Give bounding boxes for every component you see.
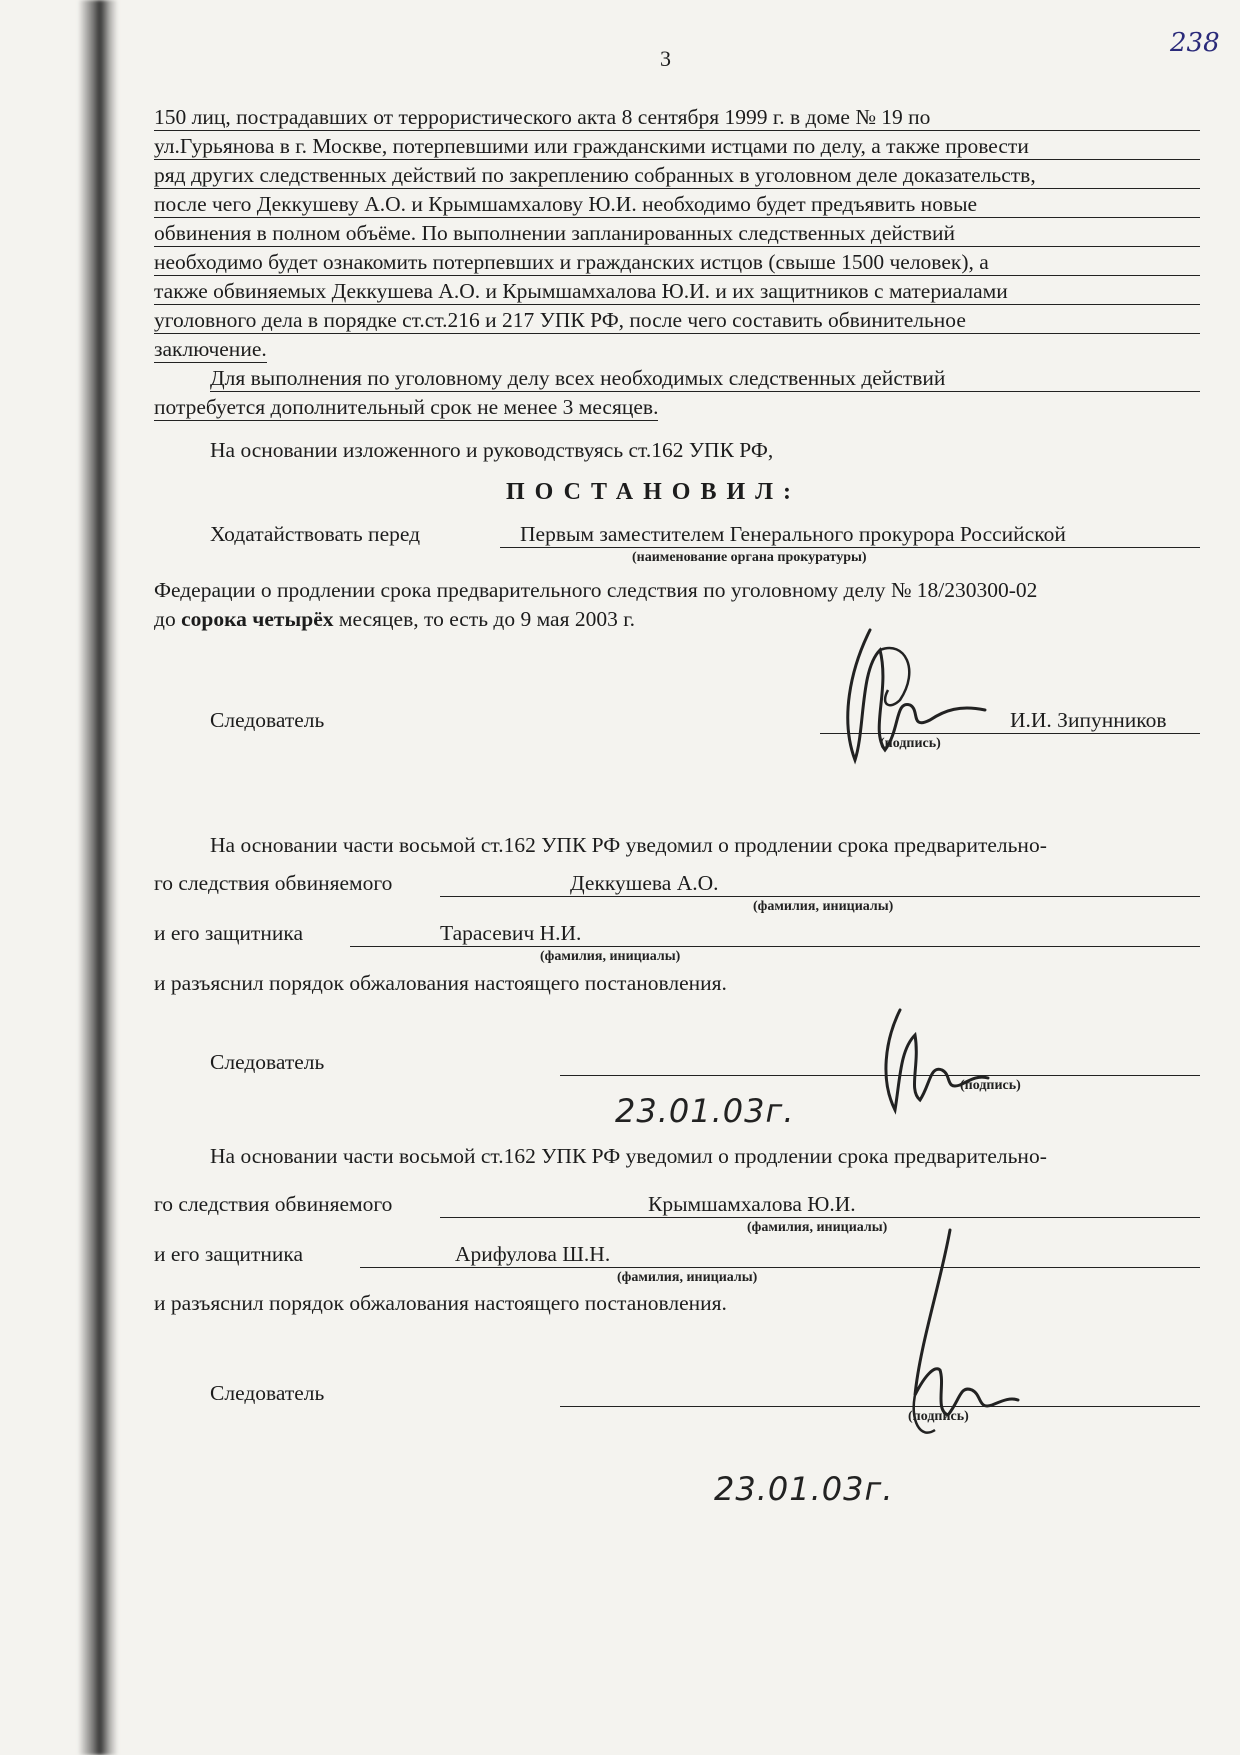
investigator-label: Следователь [210, 708, 325, 732]
resolution-line: Федерации о продлении срока предварительного следствия по уголовному делу № 18/230300-02 [154, 578, 1038, 602]
paragraph-line: ряд других следственных действий по закреплению собранных в уголовном деле доказательств, [154, 162, 1200, 189]
signature [860, 1000, 990, 1120]
accused-name: Деккушева А.О. [570, 871, 719, 895]
investigator-label: Следователь [210, 1381, 325, 1405]
defender-name: Арифулова Ш.Н. [455, 1242, 611, 1266]
handwritten-date: 23.01.03г. [615, 1092, 795, 1130]
paragraph-line: потребуется дополнительный срок не менее 3 месяцев. [154, 395, 659, 419]
signature-caption: (подпись) [960, 1078, 1021, 1093]
paragraph-line: Для выполнения по уголовному делу всех необходимых следственных действий [210, 365, 1200, 392]
signature [810, 610, 1010, 780]
accused-caption: (фамилия, инициалы) [747, 1220, 888, 1235]
paragraph-line: обвинения в полном объёме. По выполнении запланированных следственных действий [154, 220, 1200, 247]
notice-intro: На основании части восьмой ст.162 УПК РФ уведомил о продлении срока предварительно- [210, 833, 1047, 857]
organ-underline [500, 547, 1200, 548]
signature-caption: (подпись) [908, 1409, 969, 1424]
notice-intro: На основании части восьмой ст.162 УПК РФ уведомил о продлении срока предварительно- [210, 1144, 1047, 1168]
accused-label: го следствия обвиняемого [154, 1192, 393, 1216]
defender-name: Тарасевич Н.И. [440, 921, 582, 945]
accused-caption: (фамилия, инициалы) [753, 899, 894, 914]
resolution-heading: ПОСТАНОВИЛ: [506, 479, 801, 505]
defender-caption: (фамилия, инициалы) [617, 1270, 758, 1285]
sheet-number-handwritten: 238 [1170, 28, 1220, 58]
resolution-prefix: Ходатайствовать перед [210, 522, 421, 546]
notice-closing: и разъяснил порядок обжалования настоящего постановления. [154, 971, 727, 995]
binding-shadow [78, 0, 118, 1755]
paragraph-line: также обвиняемых Деккушева А.О. и Крымшамхалова Ю.И. и их защитников с материалами [154, 278, 1200, 305]
resolution-deadline: до сорока четырёх месяцев, то есть до 9 мая 2003 г. [154, 607, 636, 631]
paragraph-line: ул.Гурьянова в г. Москве, потерпевшими или гражданскими истцами по делу, а также провести [154, 133, 1200, 160]
defender-label: и его защитника [154, 921, 303, 945]
investigator-name: И.И. Зипунников [1010, 708, 1167, 732]
accused-underline [440, 1217, 1200, 1218]
basis-text: На основании изложенного и руководствуясь ст.162 УПК РФ, [210, 438, 774, 462]
investigator-label: Следователь [210, 1050, 325, 1074]
signature [880, 1225, 1020, 1455]
handwritten-date: 23.01.03г. [714, 1470, 894, 1508]
paragraph-line: 150 лиц, пострадавших от террористического акта 8 сентября 1999 г. в доме № 19 по [154, 104, 1200, 131]
defender-caption: (фамилия, инициалы) [540, 949, 681, 964]
paragraph-line: после чего Деккушеву А.О. и Крымшамхалову Ю.И. необходимо будет предъявить новые [154, 191, 1200, 218]
defender-underline [360, 1267, 1200, 1268]
accused-label: го следствия обвиняемого [154, 871, 393, 895]
accused-underline [440, 896, 1200, 897]
signature-caption: (подпись) [880, 736, 941, 751]
defender-underline [350, 946, 1200, 947]
page-number: 3 [660, 46, 671, 71]
organ-caption: (наименование органа прокуратуры) [632, 550, 867, 565]
defender-label: и его защитника [154, 1242, 303, 1266]
paragraph-line: необходимо будет ознакомить потерпевших и гражданских истцов (свыше 1500 человек), а [154, 249, 1200, 276]
prosecutor-organ: Первым заместителем Генерального прокурора Российской [520, 522, 1066, 546]
notice-closing: и разъяснил порядок обжалования настоящего постановления. [154, 1291, 727, 1315]
paragraph-line: уголовного дела в порядке ст.ст.216 и 217 УПК РФ, после чего составить обвинительное [154, 307, 1200, 334]
paragraph-line: заключение. [154, 337, 267, 361]
accused-name: Крымшамхалова Ю.И. [648, 1192, 856, 1216]
